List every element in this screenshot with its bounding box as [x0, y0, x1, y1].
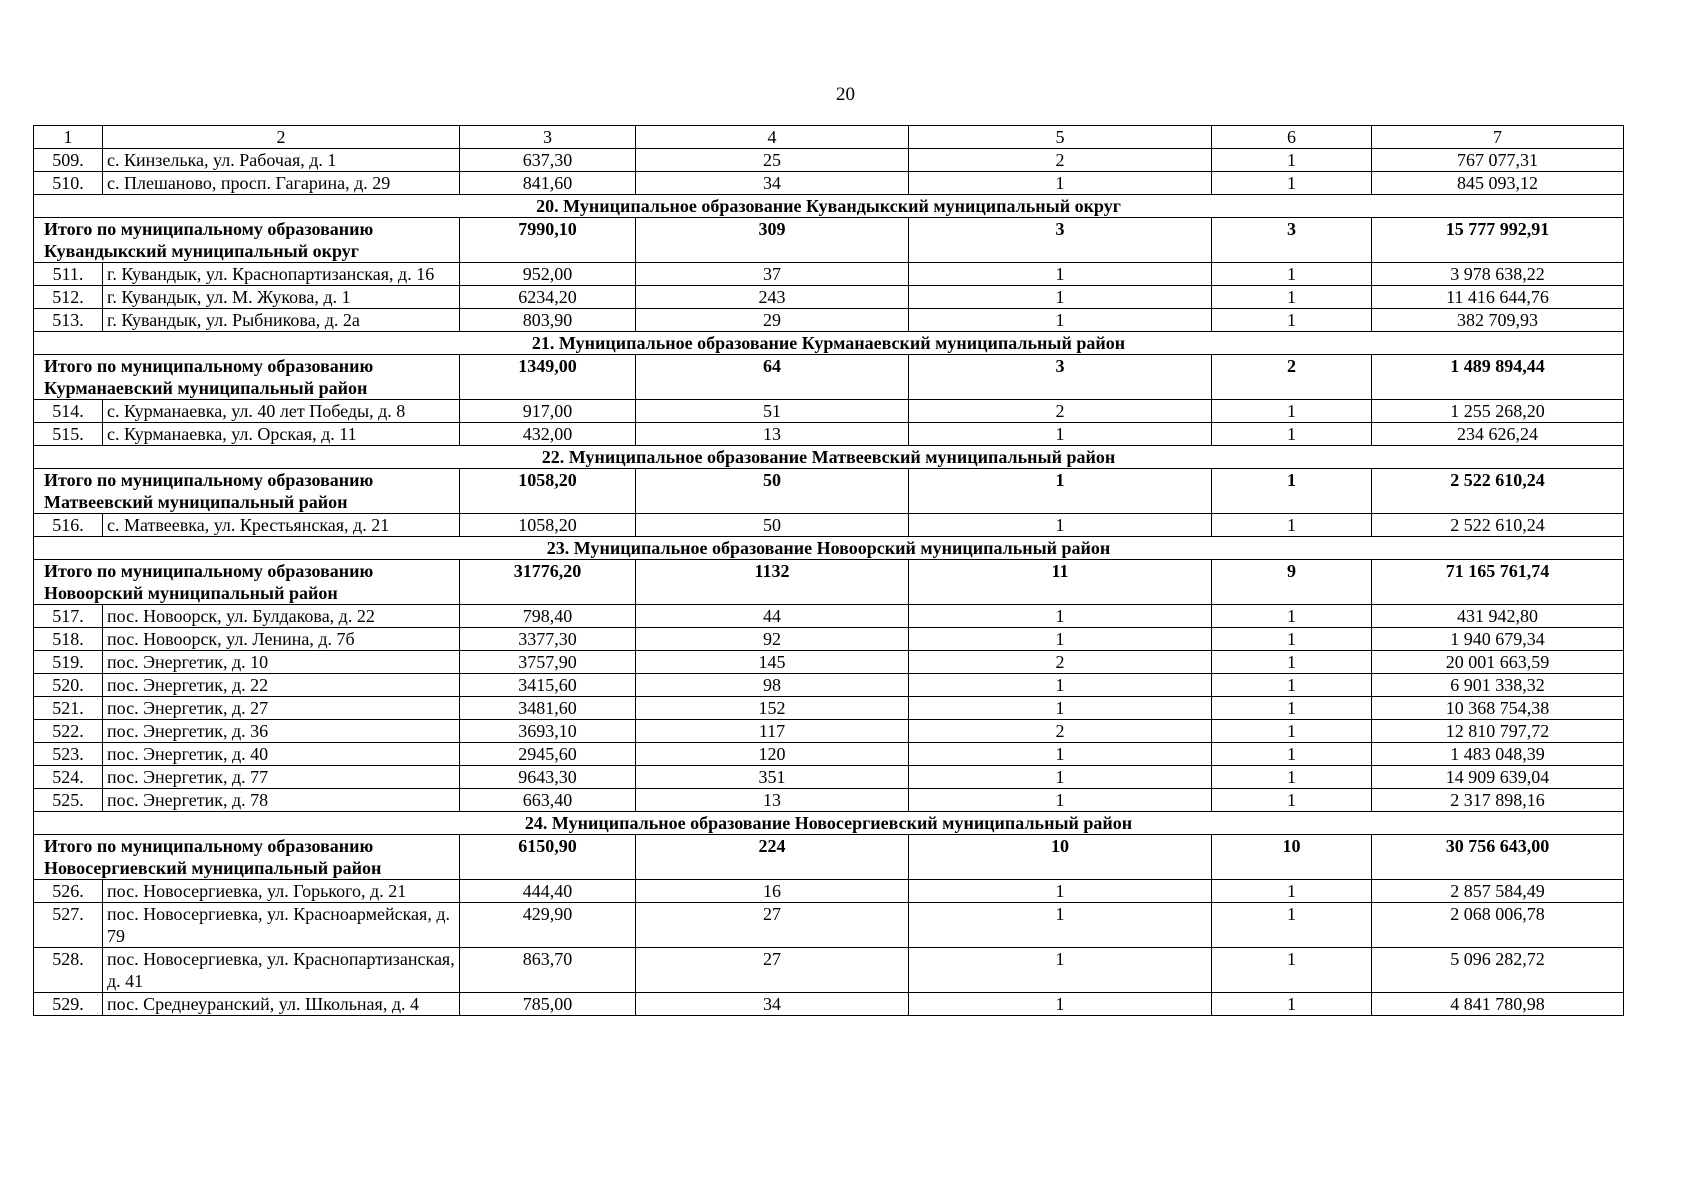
- cost-cell: 6 901 338,32: [1372, 674, 1624, 697]
- residents-cell: 243: [636, 286, 909, 309]
- row-number: 510.: [34, 172, 103, 195]
- total-label: Итого по муниципальному образованию Новоорский муниципальный район: [34, 560, 460, 605]
- column-6-cell: 1: [1212, 286, 1372, 309]
- area-cell: 917,00: [460, 400, 636, 423]
- row-number: 519.: [34, 651, 103, 674]
- cost-cell: 10 368 754,38: [1372, 697, 1624, 720]
- section-title-row: [34, 195, 1624, 218]
- column-5-cell: 1: [909, 993, 1212, 1016]
- total-column-6: 1: [1212, 469, 1372, 514]
- column-header: 7: [1372, 126, 1624, 149]
- column-5-cell: 1: [909, 743, 1212, 766]
- residents-cell: 29: [636, 309, 909, 332]
- area-cell: 3757,90: [460, 651, 636, 674]
- address-cell: пос. Новоорск, ул. Ленина, д. 7б: [103, 628, 460, 651]
- row-number: 525.: [34, 789, 103, 812]
- column-6-cell: 1: [1212, 263, 1372, 286]
- total-column-6: 10: [1212, 835, 1372, 880]
- row-number: 518.: [34, 628, 103, 651]
- table-row: [34, 880, 1624, 903]
- column-5-cell: 1: [909, 948, 1212, 993]
- table-row: [34, 286, 1624, 309]
- area-cell: 952,00: [460, 263, 636, 286]
- register-table: [33, 125, 1624, 1016]
- table-row: [34, 766, 1624, 789]
- cost-cell: 3 978 638,22: [1372, 263, 1624, 286]
- row-number: 509.: [34, 149, 103, 172]
- residents-cell: 120: [636, 743, 909, 766]
- cost-cell: 382 709,93: [1372, 309, 1624, 332]
- column-6-cell: 1: [1212, 651, 1372, 674]
- table-row: [34, 263, 1624, 286]
- table-row: [34, 400, 1624, 423]
- table-row: [34, 309, 1624, 332]
- cost-cell: 1 483 048,39: [1372, 743, 1624, 766]
- total-area: 1058,20: [460, 469, 636, 514]
- cost-cell: 12 810 797,72: [1372, 720, 1624, 743]
- section-total-row: [34, 218, 1624, 263]
- area-cell: 841,60: [460, 172, 636, 195]
- residents-cell: 13: [636, 789, 909, 812]
- column-5-cell: 1: [909, 697, 1212, 720]
- column-6-cell: 1: [1212, 674, 1372, 697]
- area-cell: 444,40: [460, 880, 636, 903]
- row-number: 517.: [34, 605, 103, 628]
- column-5-cell: 1: [909, 514, 1212, 537]
- column-6-cell: 1: [1212, 948, 1372, 993]
- row-number: 520.: [34, 674, 103, 697]
- address-cell: с. Матвеевка, ул. Крестьянская, д. 21: [103, 514, 460, 537]
- table-row: [34, 172, 1624, 195]
- area-cell: 3693,10: [460, 720, 636, 743]
- column-6-cell: 1: [1212, 743, 1372, 766]
- address-cell: пос. Энергетик, д. 22: [103, 674, 460, 697]
- address-cell: пос. Новосергиевка, ул. Краснопартизанская, д. 41: [103, 948, 460, 993]
- residents-cell: 34: [636, 172, 909, 195]
- residents-cell: 16: [636, 880, 909, 903]
- column-6-cell: 1: [1212, 720, 1372, 743]
- table-row: [34, 789, 1624, 812]
- area-cell: 637,30: [460, 149, 636, 172]
- column-6-cell: 1: [1212, 766, 1372, 789]
- column-5-cell: 1: [909, 423, 1212, 446]
- table-row: [34, 605, 1624, 628]
- total-residents: 224: [636, 835, 909, 880]
- cost-cell: 14 909 639,04: [1372, 766, 1624, 789]
- column-6-cell: 1: [1212, 697, 1372, 720]
- address-cell: г. Кувандык, ул. Краснопартизанская, д. 16: [103, 263, 460, 286]
- column-5-cell: 1: [909, 286, 1212, 309]
- table-row: [34, 674, 1624, 697]
- total-area: 1349,00: [460, 355, 636, 400]
- column-5-cell: 1: [909, 263, 1212, 286]
- cost-cell: 20 001 663,59: [1372, 651, 1624, 674]
- column-6-cell: 1: [1212, 423, 1372, 446]
- total-area: 6150,90: [460, 835, 636, 880]
- residents-cell: 34: [636, 993, 909, 1016]
- row-number: 526.: [34, 880, 103, 903]
- residents-cell: 44: [636, 605, 909, 628]
- total-label: Итого по муниципальному образованию Новосергиевский муниципальный район: [34, 835, 460, 880]
- table-row: [34, 697, 1624, 720]
- address-cell: пос. Новосергиевка, ул. Красноармейская, д. 79: [103, 903, 460, 948]
- total-cost: 1 489 894,44: [1372, 355, 1624, 400]
- row-number: 524.: [34, 766, 103, 789]
- section-title-row: [34, 446, 1624, 469]
- residents-cell: 27: [636, 903, 909, 948]
- total-cost: 30 756 643,00: [1372, 835, 1624, 880]
- cost-cell: 4 841 780,98: [1372, 993, 1624, 1016]
- row-number: 521.: [34, 697, 103, 720]
- area-cell: 1058,20: [460, 514, 636, 537]
- address-cell: с. Курманаевка, ул. Орская, д. 11: [103, 423, 460, 446]
- total-residents: 64: [636, 355, 909, 400]
- area-cell: 3377,30: [460, 628, 636, 651]
- area-cell: 663,40: [460, 789, 636, 812]
- section-title: 20. Муниципальное образование Кувандыкский муниципальный округ: [34, 195, 1624, 218]
- table-row: [34, 423, 1624, 446]
- cost-cell: 845 093,12: [1372, 172, 1624, 195]
- cost-cell: 2 068 006,78: [1372, 903, 1624, 948]
- table-row: [34, 993, 1624, 1016]
- table-row: [34, 514, 1624, 537]
- address-cell: пос. Новоорск, ул. Булдакова, д. 22: [103, 605, 460, 628]
- total-label: Итого по муниципальному образованию Матвеевский муниципальный район: [34, 469, 460, 514]
- cost-cell: 5 096 282,72: [1372, 948, 1624, 993]
- residents-cell: 27: [636, 948, 909, 993]
- cost-cell: 767 077,31: [1372, 149, 1624, 172]
- section-title: 24. Муниципальное образование Новосергиевский муниципальный район: [34, 812, 1624, 835]
- address-cell: с. Курманаевка, ул. 40 лет Победы, д. 8: [103, 400, 460, 423]
- area-cell: 2945,60: [460, 743, 636, 766]
- total-column-6: 2: [1212, 355, 1372, 400]
- address-cell: с. Плешаново, просп. Гагарина, д. 29: [103, 172, 460, 195]
- total-column-5: 3: [909, 218, 1212, 263]
- column-6-cell: 1: [1212, 903, 1372, 948]
- column-header: 3: [460, 126, 636, 149]
- address-cell: пос. Среднеуранский, ул. Школьная, д. 4: [103, 993, 460, 1016]
- cost-cell: 2 522 610,24: [1372, 514, 1624, 537]
- address-cell: с. Кинзелька, ул. Рабочая, д. 1: [103, 149, 460, 172]
- cost-cell: 431 942,80: [1372, 605, 1624, 628]
- cost-cell: 2 317 898,16: [1372, 789, 1624, 812]
- column-6-cell: 1: [1212, 149, 1372, 172]
- total-column-6: 9: [1212, 560, 1372, 605]
- column-6-cell: 1: [1212, 514, 1372, 537]
- total-column-5: 10: [909, 835, 1212, 880]
- column-5-cell: 1: [909, 309, 1212, 332]
- area-cell: 803,90: [460, 309, 636, 332]
- residents-cell: 50: [636, 514, 909, 537]
- area-cell: 6234,20: [460, 286, 636, 309]
- column-6-cell: 1: [1212, 400, 1372, 423]
- area-cell: 863,70: [460, 948, 636, 993]
- row-number: 512.: [34, 286, 103, 309]
- residents-cell: 145: [636, 651, 909, 674]
- address-cell: пос. Энергетик, д. 27: [103, 697, 460, 720]
- residents-cell: 152: [636, 697, 909, 720]
- column-6-cell: 1: [1212, 628, 1372, 651]
- column-header: 2: [103, 126, 460, 149]
- address-cell: пос. Энергетик, д. 78: [103, 789, 460, 812]
- area-cell: 3415,60: [460, 674, 636, 697]
- section-total-row: [34, 835, 1624, 880]
- table-row: [34, 628, 1624, 651]
- column-5-cell: 2: [909, 400, 1212, 423]
- total-residents: 1132: [636, 560, 909, 605]
- column-5-cell: 1: [909, 172, 1212, 195]
- section-title: 21. Муниципальное образование Курманаевский муниципальный район: [34, 332, 1624, 355]
- column-6-cell: 1: [1212, 993, 1372, 1016]
- column-6-cell: 1: [1212, 880, 1372, 903]
- total-column-6: 3: [1212, 218, 1372, 263]
- table-row: [34, 743, 1624, 766]
- row-number: 514.: [34, 400, 103, 423]
- address-cell: г. Кувандык, ул. Рыбникова, д. 2а: [103, 309, 460, 332]
- address-cell: пос. Энергетик, д. 40: [103, 743, 460, 766]
- column-5-cell: 1: [909, 880, 1212, 903]
- row-number: 523.: [34, 743, 103, 766]
- column-5-cell: 1: [909, 605, 1212, 628]
- residents-cell: 351: [636, 766, 909, 789]
- area-cell: 432,00: [460, 423, 636, 446]
- column-header: 4: [636, 126, 909, 149]
- section-total-row: [34, 560, 1624, 605]
- table-row: [34, 948, 1624, 993]
- row-number: 513.: [34, 309, 103, 332]
- address-cell: пос. Энергетик, д. 77: [103, 766, 460, 789]
- row-number: 522.: [34, 720, 103, 743]
- address-cell: пос. Новосергиевка, ул. Горького, д. 21: [103, 880, 460, 903]
- table-row: [34, 720, 1624, 743]
- cost-cell: 2 857 584,49: [1372, 880, 1624, 903]
- column-6-cell: 1: [1212, 789, 1372, 812]
- column-5-cell: 2: [909, 720, 1212, 743]
- column-5-cell: 1: [909, 903, 1212, 948]
- address-cell: г. Кувандык, ул. М. Жукова, д. 1: [103, 286, 460, 309]
- row-number: 527.: [34, 903, 103, 948]
- cost-cell: 11 416 644,76: [1372, 286, 1624, 309]
- row-number: 511.: [34, 263, 103, 286]
- column-5-cell: 2: [909, 651, 1212, 674]
- section-title: 23. Муниципальное образование Новоорский муниципальный район: [34, 537, 1624, 560]
- residents-cell: 92: [636, 628, 909, 651]
- total-cost: 2 522 610,24: [1372, 469, 1624, 514]
- cost-cell: 1 255 268,20: [1372, 400, 1624, 423]
- column-5-cell: 1: [909, 674, 1212, 697]
- section-total-row: [34, 469, 1624, 514]
- page-number: 20: [836, 84, 855, 105]
- row-number: 515.: [34, 423, 103, 446]
- total-cost: 71 165 761,74: [1372, 560, 1624, 605]
- total-cost: 15 777 992,91: [1372, 218, 1624, 263]
- cost-cell: 234 626,24: [1372, 423, 1624, 446]
- column-6-cell: 1: [1212, 309, 1372, 332]
- total-residents: 309: [636, 218, 909, 263]
- column-5-cell: 1: [909, 628, 1212, 651]
- total-column-5: 1: [909, 469, 1212, 514]
- total-label: Итого по муниципальному образованию Кувандыкский муниципальный округ: [34, 218, 460, 263]
- residents-cell: 98: [636, 674, 909, 697]
- address-cell: пос. Энергетик, д. 10: [103, 651, 460, 674]
- column-6-cell: 1: [1212, 605, 1372, 628]
- residents-cell: 25: [636, 149, 909, 172]
- address-cell: пос. Энергетик, д. 36: [103, 720, 460, 743]
- residents-cell: 51: [636, 400, 909, 423]
- area-cell: 429,90: [460, 903, 636, 948]
- section-title-row: [34, 537, 1624, 560]
- total-residents: 50: [636, 469, 909, 514]
- table-row: [34, 149, 1624, 172]
- area-cell: 3481,60: [460, 697, 636, 720]
- section-title-row: [34, 332, 1624, 355]
- column-header: 1: [34, 126, 103, 149]
- row-number: 529.: [34, 993, 103, 1016]
- section-title: 22. Муниципальное образование Матвеевский муниципальный район: [34, 446, 1624, 469]
- cost-cell: 1 940 679,34: [1372, 628, 1624, 651]
- area-cell: 798,40: [460, 605, 636, 628]
- section-title-row: [34, 812, 1624, 835]
- column-header: 5: [909, 126, 1212, 149]
- column-6-cell: 1: [1212, 172, 1372, 195]
- section-total-row: [34, 355, 1624, 400]
- column-5-cell: 1: [909, 766, 1212, 789]
- residents-cell: 13: [636, 423, 909, 446]
- total-label: Итого по муниципальному образованию Курманаевский муниципальный район: [34, 355, 460, 400]
- total-area: 7990,10: [460, 218, 636, 263]
- area-cell: 785,00: [460, 993, 636, 1016]
- row-number: 516.: [34, 514, 103, 537]
- total-area: 31776,20: [460, 560, 636, 605]
- residents-cell: 37: [636, 263, 909, 286]
- column-5-cell: 2: [909, 149, 1212, 172]
- table-row: [34, 903, 1624, 948]
- column-5-cell: 1: [909, 789, 1212, 812]
- area-cell: 9643,30: [460, 766, 636, 789]
- total-column-5: 11: [909, 560, 1212, 605]
- table-row: [34, 651, 1624, 674]
- residents-cell: 117: [636, 720, 909, 743]
- column-number-header-row: [34, 126, 1624, 149]
- column-header: 6: [1212, 126, 1372, 149]
- row-number: 528.: [34, 948, 103, 993]
- total-column-5: 3: [909, 355, 1212, 400]
